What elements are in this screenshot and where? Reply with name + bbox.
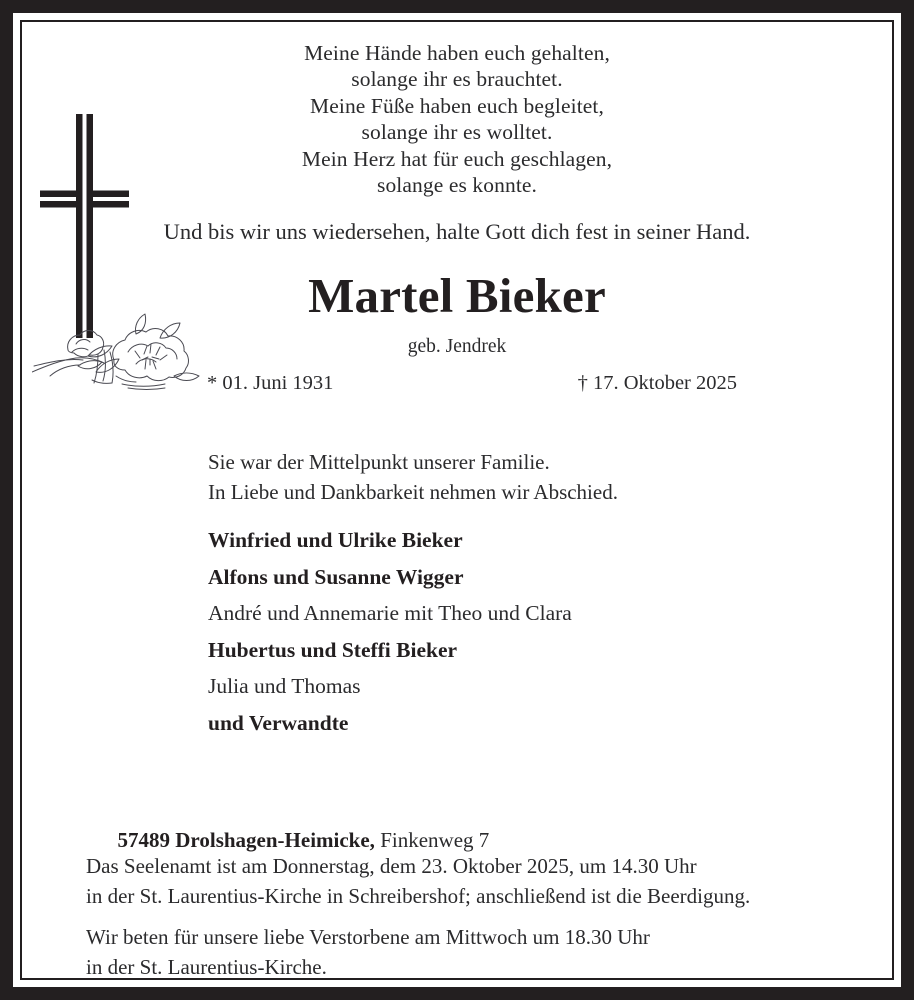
service-details — [86, 852, 862, 978]
poem-line: Mein Herz hat für euch geschlagen, — [301, 146, 613, 171]
family-name-line: und Verwandte — [208, 710, 349, 735]
service-paragraph — [86, 923, 862, 978]
service-line: Das Seelenamt ist am Donnerstag, dem 23. Oktober 2025, um 14.30 Uhr — [86, 854, 697, 878]
life-dates — [207, 370, 737, 396]
poem-line: solange ihr es wolltet. — [361, 120, 553, 145]
death-date: † 17. Oktober 2025 — [577, 372, 737, 394]
family-name-line: Julia und Thomas — [208, 674, 361, 699]
poem-closing-line: Und bis wir uns wiedersehen, halte Gott dich fest in seiner Hand. — [163, 219, 751, 244]
family-name-line: André und Annemarie mit Theo und Clara — [208, 601, 572, 626]
service-line: in der St. Laurentius-Kirche. — [86, 954, 327, 978]
service-line: Wir beten für unsere liebe Verstorbene am Mittwoch um 18.30 Uhr — [86, 925, 650, 949]
address-city: 57489 Drolshagen-Heimicke, — [117, 828, 375, 852]
cross-and-flowers-artwork — [32, 108, 222, 408]
service-paragraph — [86, 852, 862, 911]
poem-line: solange ihr es brauchtet. — [351, 67, 563, 92]
family-name-line: Hubertus und Steffi Bieker — [208, 637, 458, 662]
birth-date: * 01. Juni 1931 — [207, 372, 334, 394]
notice-page — [22, 22, 892, 978]
farewell-message — [208, 448, 618, 507]
poem-line: solange es konnte. — [376, 173, 538, 198]
poem-line: Meine Hände haben euch gehalten, — [304, 41, 610, 65]
deceased-name: Martel Bieker — [308, 268, 606, 323]
family-name-line: Winfried und Ulrike Bieker — [208, 528, 463, 552]
address-street: Finkenweg 7 — [374, 828, 490, 852]
family-names — [208, 522, 572, 742]
poem-line: Meine Füße haben euch begleitet, — [310, 93, 604, 118]
service-line: in der St. Laurentius-Kirche in Schreibershof; anschließend ist die Beerdigung. — [86, 883, 751, 908]
message-line: In Liebe und Dankbarkeit nehmen wir Abschied. — [208, 479, 618, 504]
message-line: Sie war der Mittelpunkt unserer Familie. — [208, 450, 550, 474]
maiden-name: geb. Jendrek — [407, 336, 507, 357]
family-name-line: Alfons und Susanne Wigger — [208, 564, 464, 589]
